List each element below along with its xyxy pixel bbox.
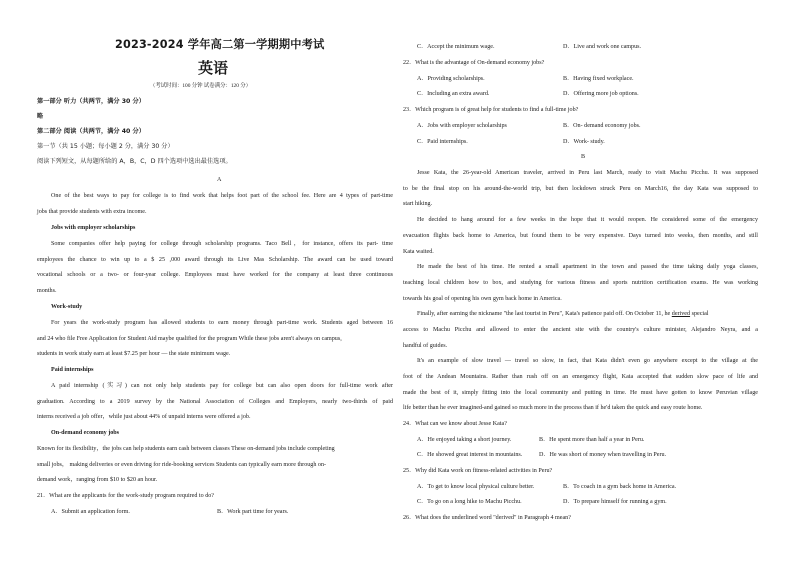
p1-line-3: vocational schools or a two- or four-year college. Employees must have worked for the company at least three continuous — [37, 272, 393, 278]
q25-option-d: D．To prepare himself for running a gym. — [563, 499, 667, 505]
b1-line-1: Jesse Kata, the 26-year-old American traveler, arrived in Peru last March, ready to visit Machu Picchu. It was supposed — [417, 170, 758, 176]
b5-line-2: foot of the Andean Mountains. Rather than rush off on an emergency flight, Kata accepted that sudden slow pace of life and — [403, 374, 758, 380]
q23-option-b: B．On- demand economy jobs. — [563, 123, 641, 129]
b1-line-2: to be the final stop on his around-the-world trip, but then lockdown struck Peru on March16, the day Kata was supposed to — [403, 186, 758, 192]
b3-line-3: towards his goal of opening his own gym back home in America. — [403, 296, 562, 302]
b4-line-3: handful of guides. — [403, 343, 448, 349]
heading-work-study: Work-study — [51, 304, 83, 310]
part1-heading: 第一部分 听力（共两节，满分 30 分） — [37, 98, 145, 105]
exam-info: （考试时间：100 分钟 试卷满分：120 分） — [150, 83, 252, 89]
a-intro-line-1: One of the best ways to pay for college is to find work that helps foot part of the school fee. Here are 4 types of part-time — [51, 193, 393, 199]
q24-option-b: B．He spent more than half a year in Peru. — [539, 437, 645, 443]
q25-option-a: A．To get to know local physical culture better. — [417, 484, 535, 490]
part1-note: 略 — [37, 114, 44, 120]
part2-heading: 第二部分 阅读（共两节，满分 40 分） — [37, 128, 145, 135]
passage-b-label: B — [581, 154, 586, 160]
q21-option-c: C．Accept the minimum wage. — [417, 44, 495, 50]
b2-line-3: Kata waited. — [403, 249, 434, 255]
question-23: 23．Which program is of great help for students to find a full-time job? — [403, 107, 579, 113]
p2-line-1: For years the work-study program has allowed students to earn money through part-time work. Students aged between 16 — [51, 320, 393, 326]
q23-option-a: A．Jobs with employer scholarships — [417, 123, 507, 129]
q21-option-b: B．Work part time for years. — [217, 509, 289, 515]
q25-option-c: C．To go on a long hike to Machu Picchu. — [417, 499, 522, 505]
q23-option-d: D．Work- study. — [563, 139, 605, 145]
p4-line-2: small jobs， making deliveries or even driving for ride-booking services Students can typically earn more through on- — [37, 462, 327, 468]
p3-line-1: A paid internship (实习) can not only help students pay for college but can also open doors for full-time work after — [51, 383, 393, 389]
b2-line-2: evacuation flights back home to America, but found them to be very expensive. Days turned into weeks, then months, and still — [403, 233, 758, 239]
b4-line-1 — [417, 310, 709, 318]
subject-title: 英语 — [198, 59, 229, 77]
q24-option-a: A．He enjoyed taking a short journey. — [417, 437, 512, 443]
b1-line-3: start hiking. — [403, 201, 433, 207]
q24-option-d: D．He was short of money when travelling in Peru. — [539, 452, 667, 458]
q23-option-c: C．Paid internships. — [417, 139, 468, 145]
question-26: 26．What does the underlined word "derived" in Paragraph 4 mean? — [403, 515, 571, 521]
b5-line-1: It's an example of slow travel — travel so slow, in fact, that Kata didn't even go anywhere except to the village at the — [417, 358, 758, 364]
question-25: 25．Why did Kata work on fitness-related activities in Peru? — [403, 468, 553, 474]
heading-on-demand: On-demand economy jobs — [51, 430, 120, 436]
b5-line-4: life better than he ever imagined-and gained so much more in the process than if he'd taken the quick and easy route home. — [403, 405, 703, 411]
b3-line-2: teaching local children how to box, and studying for various fitness and sports nutrition certification exams. He was working — [403, 280, 758, 286]
p2-line-3: students in work study earn at least $7.25 per hour — the state minimum wage. — [37, 351, 231, 357]
p4-line-3: demand work，ranging from $10 to $20 an hour. — [37, 477, 158, 483]
section1-heading: 第一节（共 15 小题；每小题 2 分，满分 30 分） — [37, 143, 174, 150]
p4-line-1: Known for its flexibility，the jobs can help students earn cash between classes These on-demand jobs include completing — [37, 446, 335, 452]
question-21: 21．What are the applicants for the work-study program required to do? — [37, 493, 214, 499]
p3-line-2: graduation. According to a 2019 survey by the National Association of Colleges and Employers, nearly two-thirds of paid — [37, 399, 393, 405]
instruction: 阅读下列短文，从每题所给的 A，B，C，D 四个选项中选出最佳选项。 — [37, 158, 232, 165]
q21-option-d: D．Live and work one campus. — [563, 44, 642, 50]
p2-line-2: and 24 who file Free Application for Student Aid maybe qualified for the program While these jobs aren't always on campus, — [37, 336, 342, 342]
question-24: 24．What can we know about Jesse Kata? — [403, 421, 507, 427]
p1-line-2: employees the chance to win up to a $ 25 ,000 award through its Live Mas Scholarship. The award can be used toward — [37, 257, 393, 263]
b4-line-1-start: Finally, after earning the nickname "the last tourist in Peru", Kata's patience paid off. On October 11, he — [417, 311, 672, 317]
heading-employer-scholarships: Jobs with employer scholarships — [51, 225, 136, 231]
p1-line-1: Some companies offer help paying for college through scholarship programs. Taco Bell，for instance, offers its part- time — [51, 241, 393, 247]
exam-title: 2023-2024 学年高二第一学期期中考试 — [115, 38, 325, 51]
heading-paid-internships: Paid internships — [51, 367, 94, 373]
q24-option-c: C．He showed great interest in mountains. — [417, 452, 523, 458]
question-22: 22．What is the advantage of On-demand economy jobs? — [403, 60, 545, 66]
p1-line-4: months. — [37, 288, 57, 294]
q22-option-a: A．Providing scholarships. — [417, 76, 485, 82]
p3-line-3: interns received a job offer，while just about 44% of unpaid interns were offered a job. — [37, 414, 251, 420]
q25-option-b: B．To coach in a gym back home in America. — [563, 484, 677, 490]
a-intro-line-2: jobs that provide students with extra income. — [37, 209, 147, 215]
q22-option-b: B．Having fixed workplace. — [563, 76, 634, 82]
b2-line-1: He decided to hang around for a few weeks in the hope that it would reopen. He considered some of the emergency — [417, 217, 758, 223]
b4-line-2: access to Machu Picchu and allowed to enter the ancient site with the country's culture minister, Alejandro Neyra, and a — [403, 327, 758, 333]
q22-option-d: D．Offering more job options. — [563, 91, 639, 97]
q21-option-a: A．Submit an application form. — [51, 509, 130, 515]
b3-line-1: He made the best of his time. He rented a small apartment in the town and passed the time taking daily yoga classes, — [417, 264, 758, 270]
passage-a-label: A — [217, 177, 222, 183]
q22-option-c: C．Including an extra award. — [417, 91, 490, 97]
b5-line-3: made the best of it, simply fitting into the local community and putting in time. He must have gotten to know Peruvian village — [403, 390, 758, 396]
underlined-word-derived: derived — [671, 311, 691, 317]
b4-line-1-end: special — [690, 311, 709, 317]
